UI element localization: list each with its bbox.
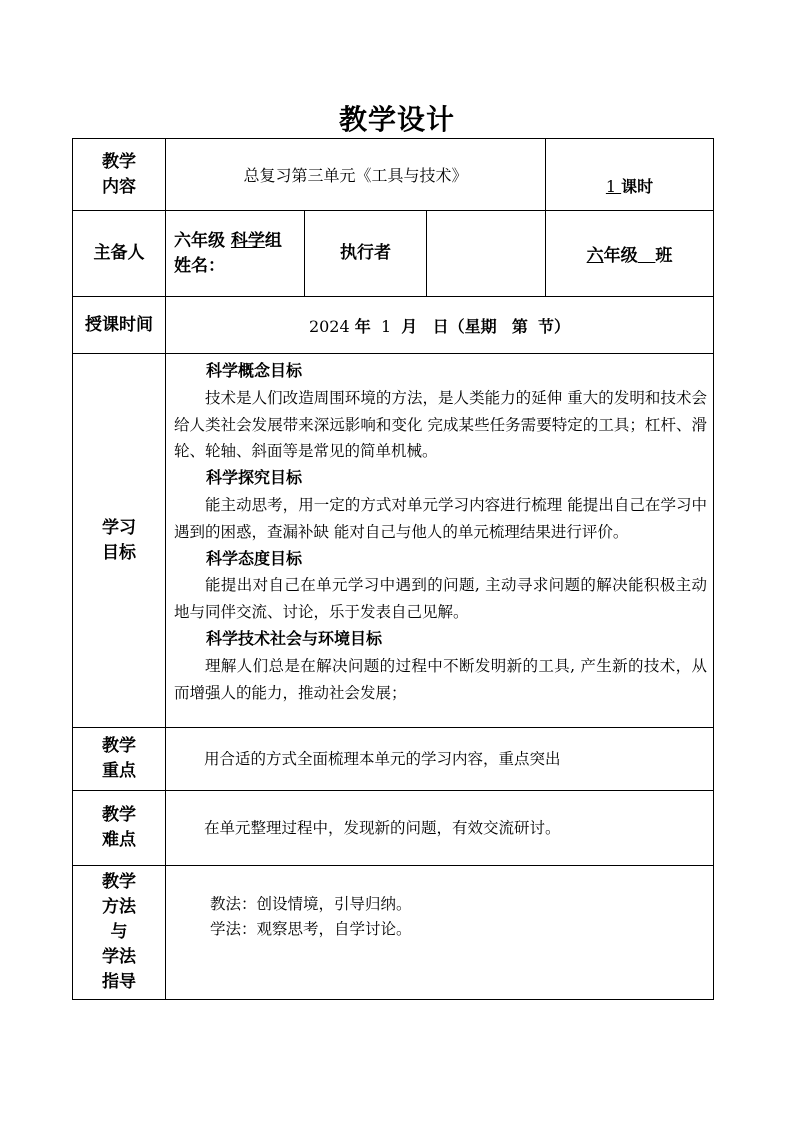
teaching-time-value: 2024 年 1 月 日（星期 第 节） [166,297,714,354]
row-preparer [73,211,714,297]
label-teaching-time: 授课时间 [73,297,166,354]
label-preparer: 主备人 [73,211,166,297]
row-methods [73,866,714,1000]
label-methods: 教学 方法 与 学法 指导 [73,866,166,1000]
label-learning-goals: 学习 目标 [73,354,166,728]
lesson-plan-table [72,138,714,1000]
goal-heading-attitude: 科学态度目标 [206,548,303,568]
name-label: 姓名： [174,255,225,276]
label-key-points: 教学 重点 [73,728,166,791]
teaching-content-value: 总复习第三单元《工具与技术》 [166,139,546,211]
executor-value [427,211,546,297]
row-learning-goals [73,354,714,728]
difficulties-value: 在单元整理过程中，发现新的问题，有效交流研讨。 [166,791,714,866]
subject: 科学 [230,230,265,251]
goal-text-concept: 技术是人们改造周围环境的方法，是人类能力的延伸 重大的发明和技术会给人类社会发展带来深远影响和变化 完成某些任务需要特定的工具；杠杆、滑轮、轮轴、斜面等是常见的简单机械。 [174,388,708,461]
teaching-method: 教法：创设情境，引导归纳。 [210,895,412,913]
key-points-value: 用合适的方式全面梳理本单元的学习内容，重点突出 [166,728,714,791]
label-teaching-content: 教学 内容 [73,139,166,211]
page-title: 教学设计 [338,103,455,136]
row-teaching-content [73,139,714,211]
row-key-points [73,728,714,791]
row-teaching-time [73,297,714,354]
row-difficulties [73,791,714,866]
goal-heading-sts: 科学技术社会与环境目标 [206,628,383,648]
learning-method: 学法：观察思考，自学讨论。 [210,920,412,938]
hours-number: 1 [605,177,622,196]
label-executor: 执行者 [305,211,427,297]
learning-goals-content [166,354,714,728]
methods-content [166,866,714,1000]
preparer-info: 六年级 科学组 姓名： [166,211,305,297]
goal-text-inquiry: 能主动思考，用一定的方式对单元学习内容进行梳理 能提出自己在学习中遇到的困惑，查漏补缺 能对自己与他人的单元梳理结果进行评价。 [174,495,708,541]
hours-unit: 课时 [621,177,654,196]
class-info: 六年级 班 [546,211,714,297]
label-difficulties: 教学 难点 [73,791,166,866]
goal-heading-inquiry: 科学探究目标 [206,468,303,488]
goal-text-attitude: 能提出对自己在单元学习中遇到的问题, 主动寻求问题的解决能积极主动地与同伴交流、讨论，乐于发表自己见解。 [174,576,708,622]
lesson-hours [546,139,714,211]
goal-text-sts: 理解人们总是在解决问题的过程中不断发明新的工具, 产生新的技术，从而增强人的能力，推动社会发展； [174,656,708,702]
goal-heading-concept: 科学概念目标 [206,361,303,380]
